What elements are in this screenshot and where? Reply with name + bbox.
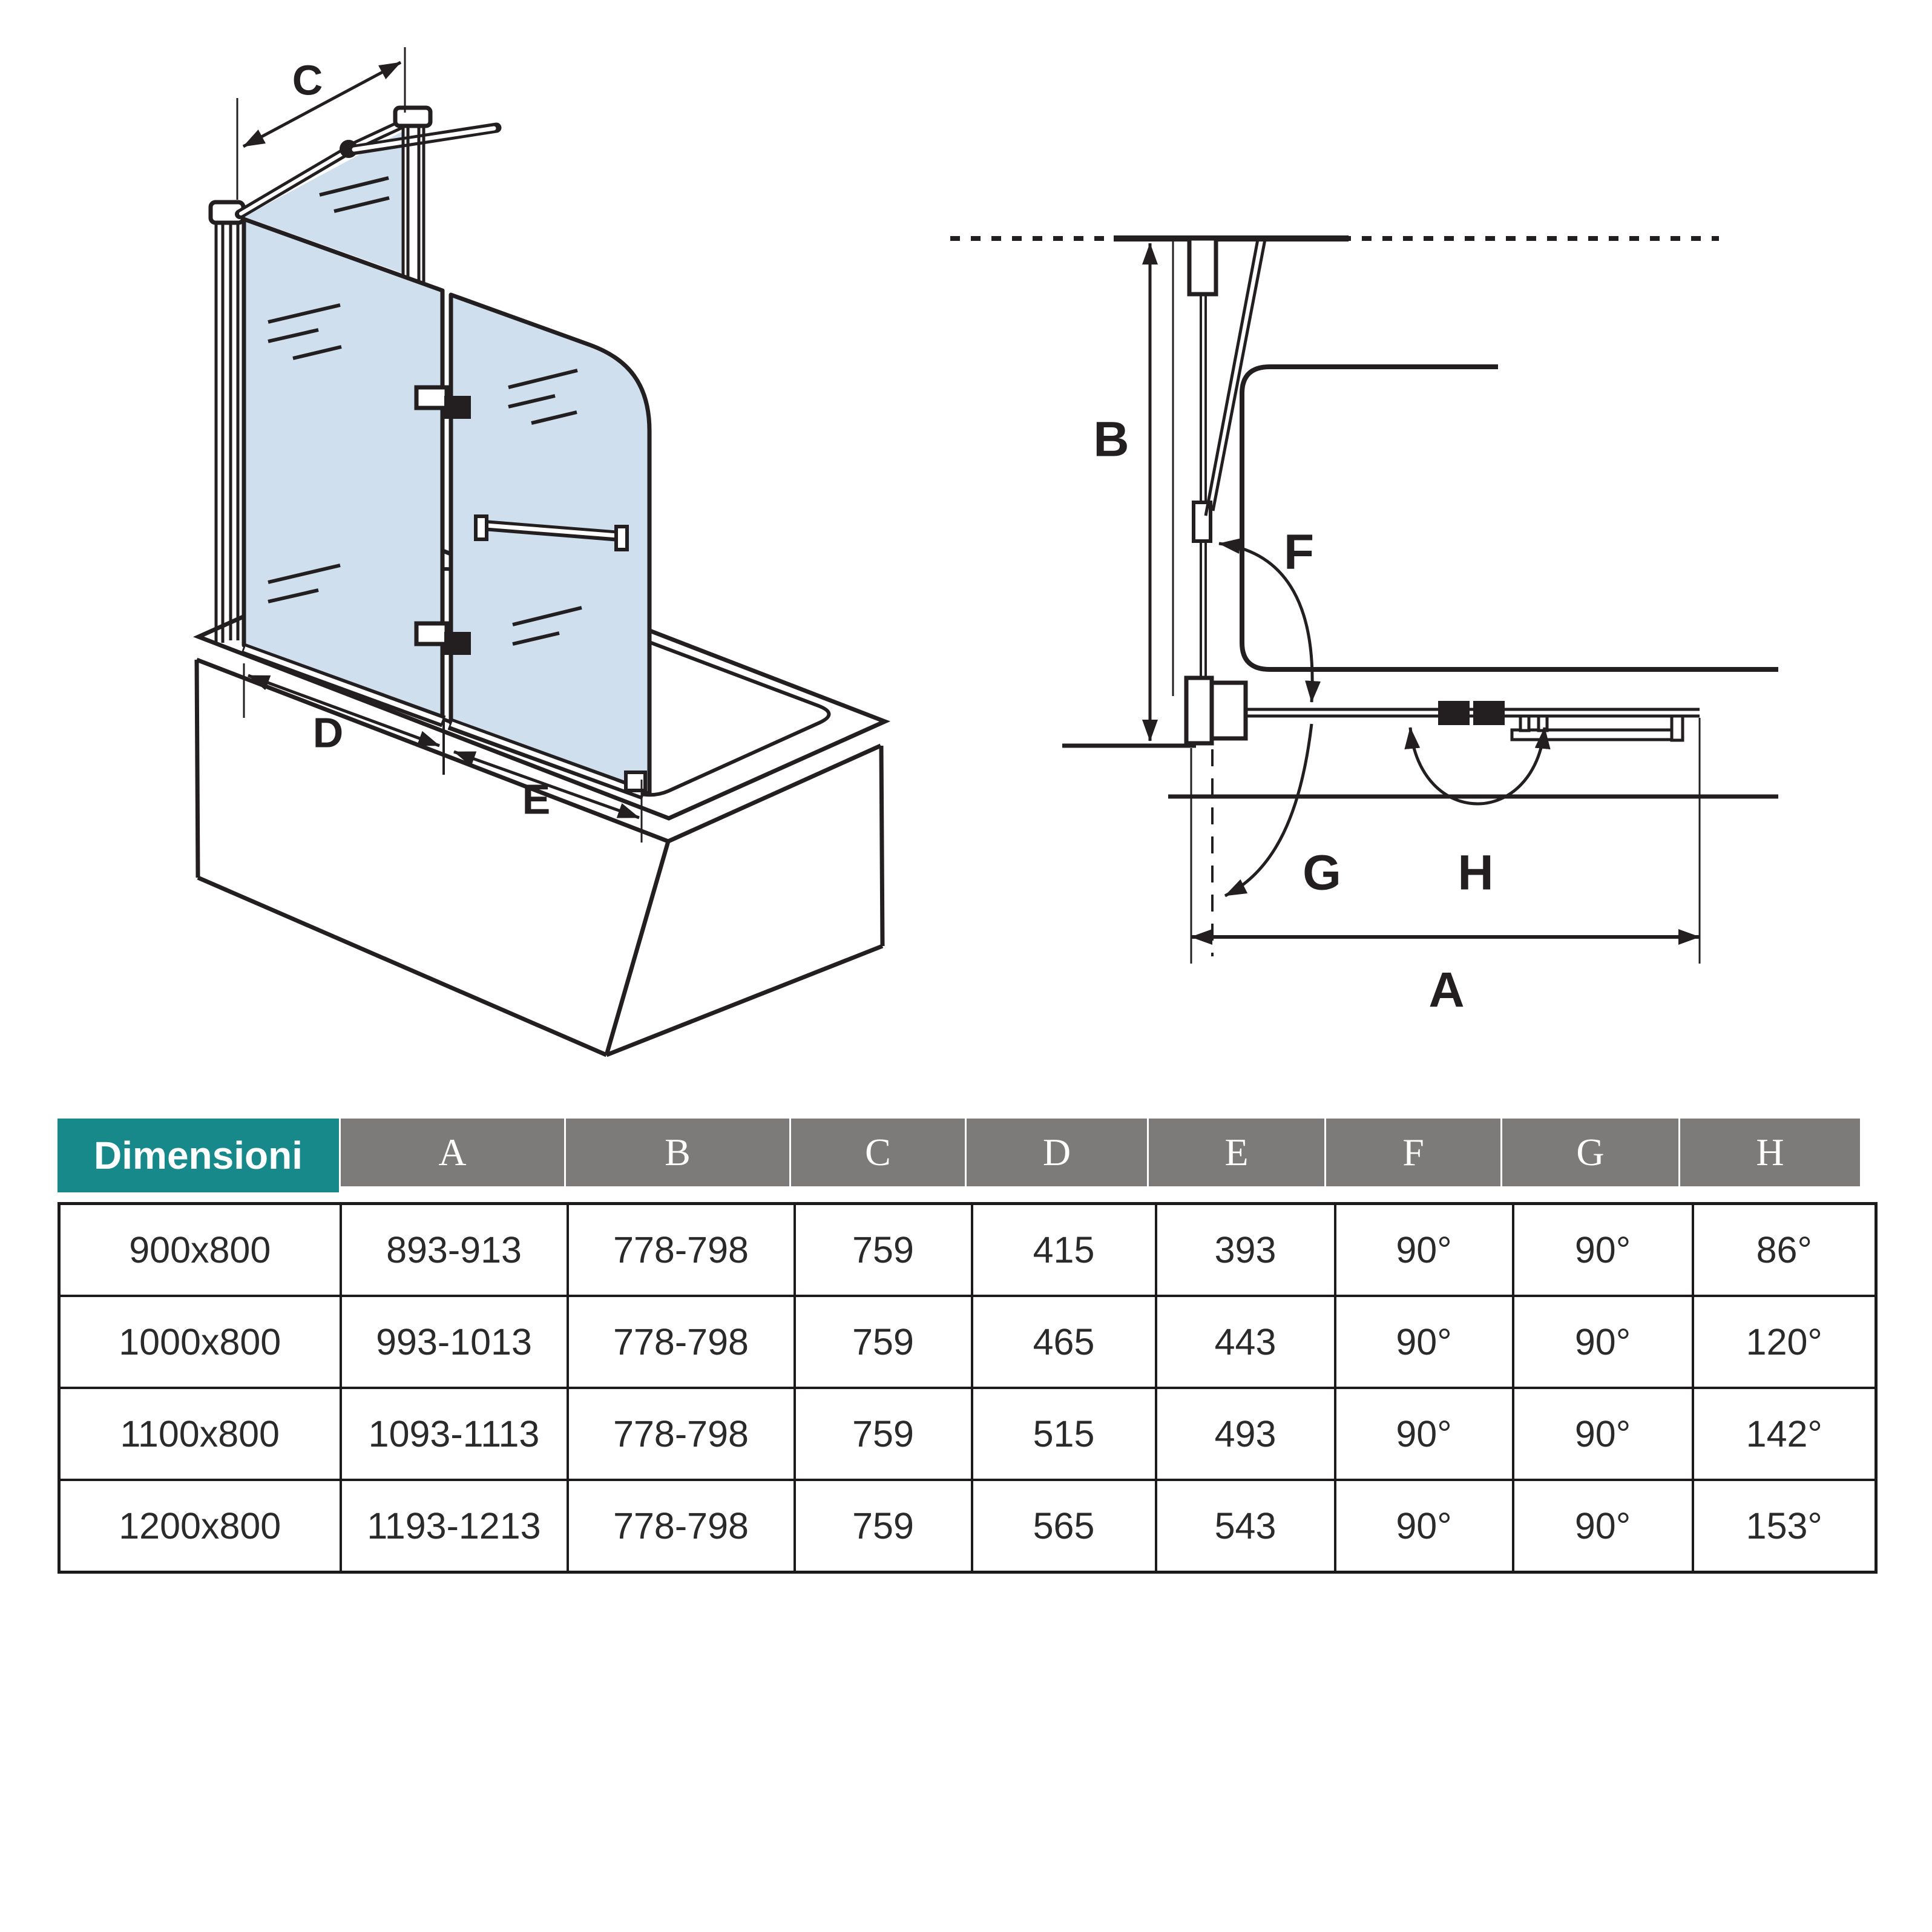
table-cell: 1193-1213 — [341, 1480, 568, 1572]
table-cell: 153° — [1693, 1480, 1876, 1572]
dim-label-a: A — [1428, 962, 1465, 1018]
dim-label-g: G — [1303, 845, 1341, 901]
table-cell-size: 900x800 — [59, 1204, 341, 1296]
table-cell-size: 1100x800 — [59, 1388, 341, 1480]
table-cell: 90° — [1335, 1388, 1513, 1480]
dim-label-d: D — [312, 709, 344, 757]
side-section-drawing — [932, 200, 1816, 1023]
dim-label-e: E — [522, 775, 551, 823]
table-cell: 86° — [1693, 1204, 1876, 1296]
table-cell: 90° — [1335, 1296, 1513, 1388]
screen-silhouette — [1242, 367, 1778, 669]
table-cell: 1093-1113 — [341, 1388, 568, 1480]
table-cell: 778-798 — [568, 1204, 795, 1296]
table-cell: 90° — [1513, 1480, 1693, 1572]
table-cell: 465 — [972, 1296, 1156, 1388]
table-cell: 90° — [1335, 1480, 1513, 1572]
wall-profile-post — [211, 202, 243, 643]
glass-section — [1189, 238, 1265, 679]
table-cell: 90° — [1513, 1296, 1693, 1388]
table-header-col-g: G — [1500, 1119, 1678, 1186]
bath-screen-isometric-drawing — [0, 0, 908, 1089]
table-cell: 778-798 — [568, 1480, 795, 1572]
dim-label-f: F — [1283, 524, 1315, 580]
table-row — [59, 1204, 1876, 1296]
table-header-col-c: C — [789, 1119, 965, 1186]
table-cell: 759 — [795, 1480, 972, 1572]
angle-arc-g — [1225, 724, 1312, 896]
dim-label-b: B — [1093, 412, 1129, 467]
table-header-row — [58, 1119, 1874, 1192]
dimensions-table — [58, 1119, 1874, 1574]
table-cell: 393 — [1156, 1204, 1335, 1296]
table-cell: 90° — [1335, 1204, 1513, 1296]
table-cell: 515 — [972, 1388, 1156, 1480]
table-header-col-h: H — [1678, 1119, 1860, 1186]
table-cell: 415 — [972, 1204, 1156, 1296]
table-header-col-d: D — [965, 1119, 1147, 1186]
table-cell-size: 1200x800 — [59, 1480, 341, 1572]
dim-line-a — [1191, 718, 1700, 964]
table-cell: 759 — [795, 1204, 972, 1296]
table-body — [58, 1202, 1878, 1574]
table-cell: 142° — [1693, 1388, 1876, 1480]
table-header-dimensioni: Dimensioni — [58, 1119, 339, 1192]
dim-label-c: C — [292, 56, 323, 104]
table-cell: 993-1013 — [341, 1296, 568, 1388]
table-cell: 90° — [1513, 1388, 1693, 1480]
table-cell: 759 — [795, 1388, 972, 1480]
table-cell: 893-913 — [341, 1204, 568, 1296]
dim-label-h: H — [1457, 845, 1494, 901]
table-header-col-b: B — [564, 1119, 789, 1186]
table-header-col-f: F — [1324, 1119, 1500, 1186]
table-row — [59, 1388, 1876, 1480]
left-glass-panel — [244, 219, 442, 720]
hinge-block — [1473, 701, 1505, 725]
table-cell-size: 1000x800 — [59, 1296, 341, 1388]
table-cell: 493 — [1156, 1388, 1335, 1480]
table-header-col-e: E — [1147, 1119, 1324, 1186]
table-header-col-a: A — [339, 1119, 564, 1186]
hinge-block — [1438, 701, 1470, 725]
bottom-assembly — [1062, 678, 1778, 797]
table-cell: 565 — [972, 1480, 1156, 1572]
table-cell: 543 — [1156, 1480, 1335, 1572]
table-row — [59, 1296, 1876, 1388]
table-cell: 778-798 — [568, 1388, 795, 1480]
table-cell: 90° — [1513, 1204, 1693, 1296]
table-cell: 778-798 — [568, 1296, 795, 1388]
table-row — [59, 1480, 1876, 1572]
table-cell: 759 — [795, 1296, 972, 1388]
table-cell: 120° — [1693, 1296, 1876, 1388]
table-cell: 443 — [1156, 1296, 1335, 1388]
